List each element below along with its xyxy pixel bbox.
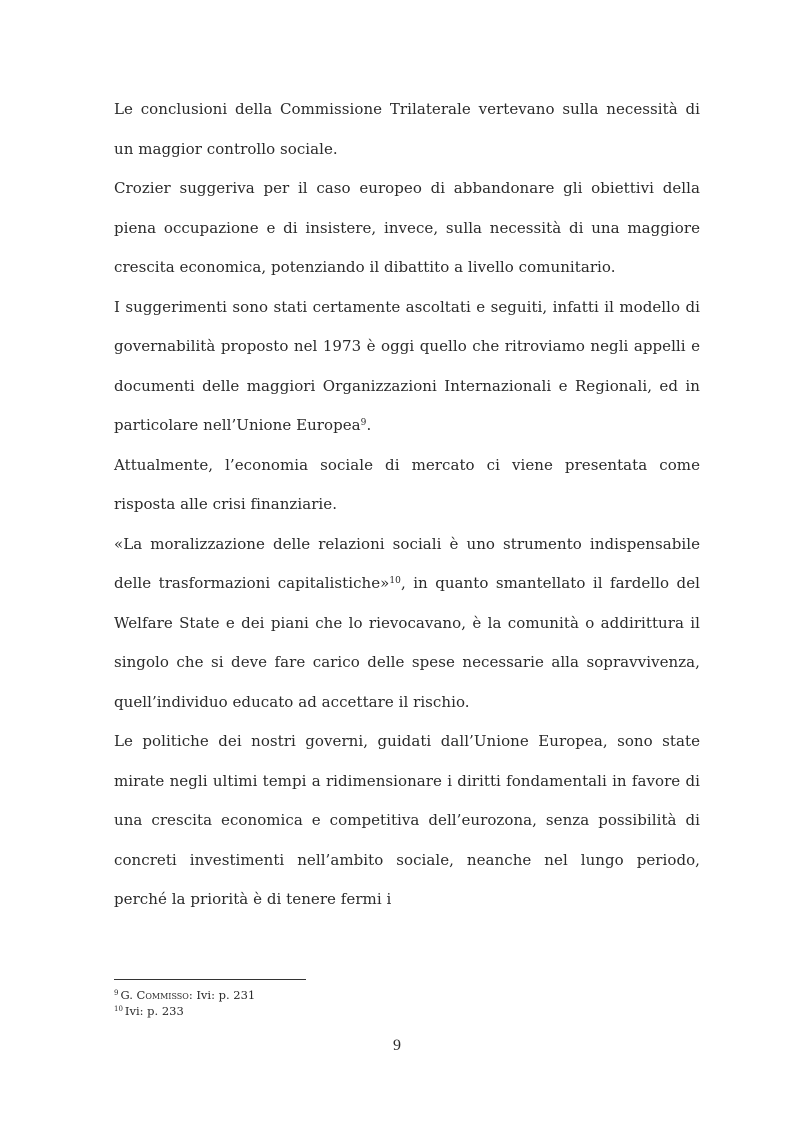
footnote-9: [114, 987, 700, 1003]
footnote-number: 9: [114, 989, 119, 997]
page-number: 9: [393, 1037, 401, 1054]
paragraph-6: Le politiche dei nostri governi, guidati dall’Unione Europea, sono state mirate negli ultimi tempi a ridimensionare i diritti fondamentali in favore di una crescita economica e competitiva dell’eurozona, senza possibilità di concreti investimenti nell’ambito sociale, neanche nel lungo periodo, perché la priorità è di tenere fermi i: [114, 732, 700, 908]
footnote-divider: [114, 979, 306, 980]
paragraph-3-end: .: [366, 416, 372, 434]
paragraph-5-text: , in quanto smantellato il fardello del Welfare State e dei piani che lo rievocavano, è la comunità o addirittura il singolo che si deve fare carico delle spese necessarie alla sopravvivenza, quell’individuo educato ad accettare il rischio.: [114, 574, 700, 711]
paragraph-2: Crozier suggeriva per il caso europeo di abbandonare gli obiettivi della piena occupazione e di insistere, invece, sulla necessità di una maggiore crescita economica, potenziando il dibattito a livello comunitario.: [114, 179, 700, 276]
footnotes: [114, 987, 700, 1019]
footnote-number: 10: [114, 1005, 123, 1013]
footnote-ref-9[interactable]: 9: [360, 418, 367, 428]
footnote-author: G. Commisso: [120, 988, 189, 1002]
paragraph-5: [114, 525, 700, 723]
footnote-text: : Ivi: p. 231: [188, 988, 256, 1002]
paragraph-3-text: I suggerimenti sono stati certamente ascoltati e seguiti, infatti il modello di governabilità proposto nel 1973 è oggi quello che ritroviamo negli appelli e documenti delle maggiori Organizzazioni Internazionali e Regionali, ed in particolare nell’Unione Europea: [114, 297, 700, 434]
paragraph-4: Attualmente, l’economia sociale di mercato ci viene presentata come risposta alle crisi finanziarie.: [114, 455, 700, 513]
footnote-ref-10[interactable]: 10: [389, 576, 401, 586]
footnote-text: Ivi: p. 233: [124, 1004, 184, 1018]
paragraph-5-quote: «La moralizzazione delle relazioni sociali è uno strumento indispensabile delle trasformazioni capitalistiche»: [114, 534, 700, 592]
paragraph-3: [114, 288, 700, 446]
paragraph-1: Le conclusioni della Commissione Trilaterale vertevano sulla necessità di un maggior controllo sociale.: [114, 100, 700, 158]
body-text: [114, 90, 700, 920]
footnote-10: [114, 1003, 700, 1019]
